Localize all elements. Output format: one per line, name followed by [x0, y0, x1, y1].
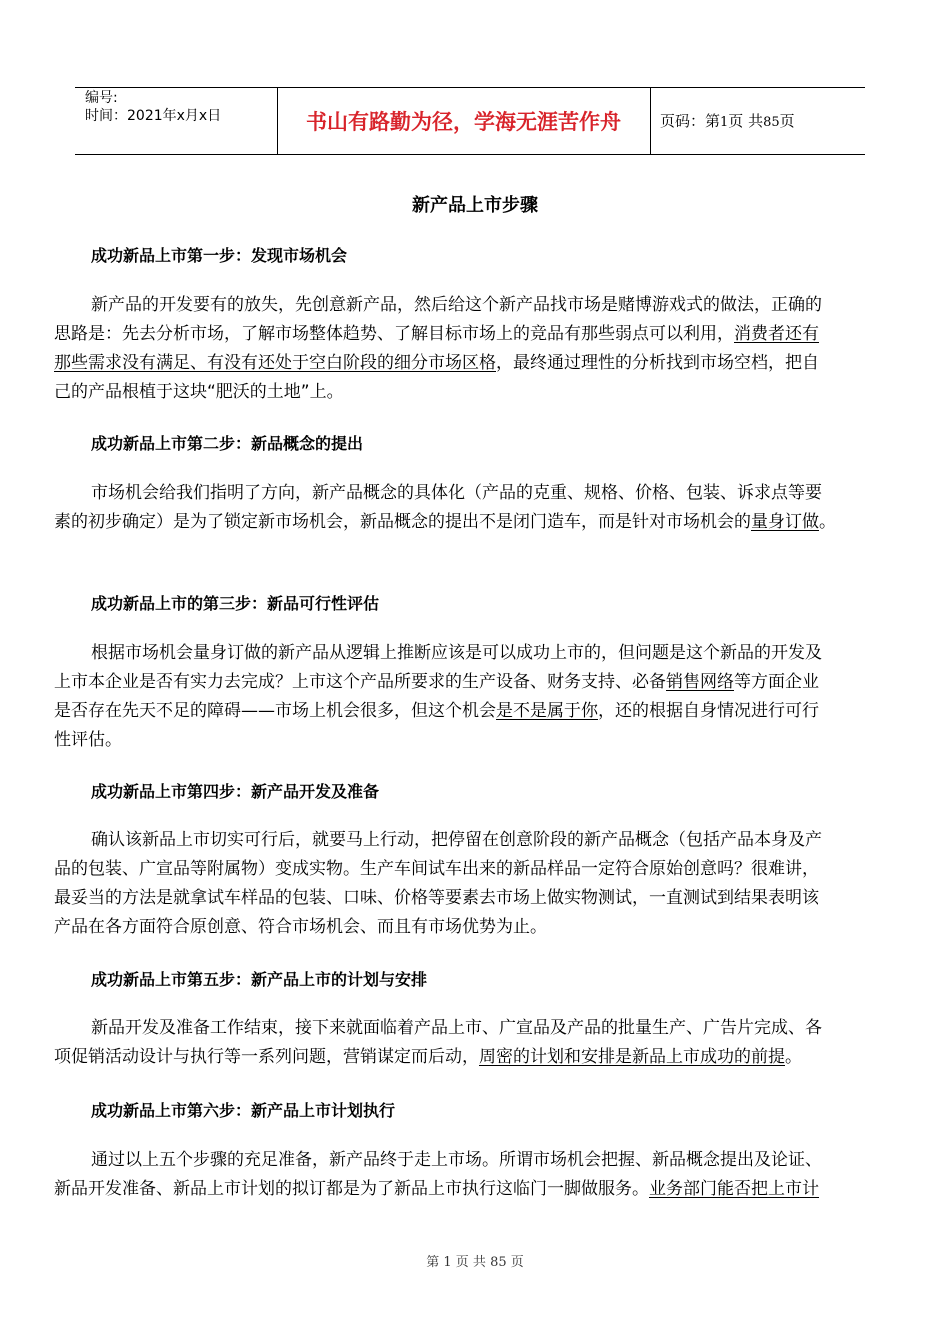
- s1-line-4: 己的产品根植于这块“肥沃的土地”上。: [54, 382, 344, 402]
- section-1-paragraph: [54, 291, 896, 407]
- footer-page-total: 85: [490, 1255, 507, 1270]
- header-page-prefix: 页码：第: [660, 112, 721, 130]
- section-2-paragraph: [54, 479, 896, 537]
- page-footer: [0, 1251, 950, 1270]
- footer-page-current: 1: [443, 1255, 452, 1270]
- header-page-current: 1: [720, 115, 729, 130]
- s5-line-2: 项促销活动设计与执行等一系列问题，营销谋定而后动，周密的计划和安排是新品上市成功的前提。: [54, 1047, 802, 1067]
- s1-line-2: 思路是：先去分析市场，了解市场整体趋势、了解目标市场上的竞品有那些弱点可以利用，消费者还有: [54, 324, 819, 344]
- header-page-mid: 页 共: [728, 112, 764, 130]
- section-5-heading: 成功新品上市第五步：新产品上市的计划与安排: [91, 970, 428, 989]
- s6-underlined-text: 业务部门能否把上市计: [649, 1179, 819, 1199]
- s5-underlined-text: 周密的计划和安排是新品上市成功的前提: [479, 1047, 785, 1067]
- header-page-total: 85: [763, 115, 780, 130]
- section-3-heading: 成功新品上市的第三步：新品可行性评估: [91, 594, 380, 613]
- section-3-paragraph: [54, 639, 896, 755]
- header-page-suffix: 页: [779, 112, 795, 130]
- section-6-paragraph: [54, 1146, 896, 1204]
- section-4-paragraph: [54, 826, 896, 942]
- header-top-rule: [75, 87, 865, 88]
- s3-line-2: 上市本企业是否有实力去完成？上市这个产品所要求的生产设备、财务支持、必备销售网络等方面企业: [54, 672, 819, 692]
- s3-underlined-text-2: 是不是属于你: [496, 701, 598, 721]
- s2-underlined-text: 量身订做: [751, 512, 819, 532]
- s6-line-2: 新品开发准备、新品上市计划的拟订都是为了新品上市执行这临门一脚做服务。业务部门能否把上市计: [54, 1179, 819, 1199]
- section-6-heading: 成功新品上市第六步：新产品上市计划执行: [91, 1101, 396, 1120]
- section-5-paragraph: [54, 1014, 896, 1072]
- s2-line-1: 市场机会给我们指明了方向，新产品概念的具体化（产品的克重、规格、价格、包装、诉求点等要: [91, 483, 822, 503]
- document-title: 新产品上市步骤: [412, 195, 538, 216]
- footer-prefix: 第: [426, 1255, 440, 1270]
- section-2-heading: 成功新品上市第二步：新品概念的提出: [91, 434, 364, 453]
- s6-line-1: 通过以上五个步骤的充足准备，新产品终于走上市场。所谓市场机会把握、新品概念提出及论证、: [91, 1150, 822, 1170]
- header-divider-right: [650, 87, 651, 154]
- s4-line-1: 确认该新品上市切实可行后，就要马上行动，把停留在创意阶段的新产品概念（包括产品本身及产: [91, 830, 822, 850]
- serial-label: 编号:: [85, 90, 118, 106]
- s5-line-1: 新品开发及准备工作结束，接下来就面临着产品上市、广宣品及产品的批量生产、广告片完成、各: [91, 1018, 822, 1038]
- s4-line-2: 品的包装、广宣品等附属物）变成实物。生产车间试车出来的新品样品一定符合原始创意吗？很难讲，: [54, 859, 819, 879]
- header-motto: 书山有路勤为径，学海无涯苦作舟: [306, 109, 621, 134]
- time-label: 时间：2021年x月x日: [85, 108, 222, 124]
- s1-underlined-text-1: 消费者还有: [734, 324, 819, 344]
- header-meta: [85, 89, 221, 125]
- s3-line-4: 性评估。: [54, 730, 122, 750]
- s4-line-4: 产品在各方面符合原创意、符合市场机会、而且有市场优势为止。: [54, 917, 547, 937]
- header-bottom-rule: [75, 154, 865, 155]
- s1-line-1: 新产品的开发要有的放失，先创意新产品，然后给这个新产品找市场是赌博游戏式的做法，正确的: [91, 295, 822, 315]
- s3-underlined-text-1: 销售网络: [666, 672, 734, 692]
- section-1-heading: 成功新品上市第一步：发现市场机会: [91, 246, 348, 265]
- header-page-info: [660, 110, 795, 131]
- s3-line-3: 是否存在先天不足的障碍——市场上机会很多，但这个机会是不是属于你，还的根据自身情况进行可行: [54, 701, 819, 721]
- footer-suffix: 页: [510, 1255, 524, 1270]
- s3-line-1: 根据市场机会量身订做的新产品从逻辑上推断应该是可以成功上市的，但问题是这个新品的开发及: [91, 643, 822, 663]
- section-4-heading: 成功新品上市第四步：新产品开发及准备: [91, 782, 380, 801]
- s4-line-3: 最妥当的方法是就拿试车样品的包装、口味、价格等要素去市场上做实物测试，一直测试到结果表明该: [54, 888, 819, 908]
- s2-line-2: 素的初步确定）是为了锁定新市场机会，新品概念的提出不是闭门造车，而是针对市场机会的量身订做。: [54, 512, 836, 532]
- footer-mid: 页 共: [455, 1255, 486, 1270]
- s1-underlined-text-2: 那些需求没有满足、有没有还处于空白阶段的细分市场区格: [54, 353, 496, 373]
- s1-line-3: 那些需求没有满足、有没有还处于空白阶段的细分市场区格，最终通过理性的分析找到市场空档，把自: [54, 353, 819, 373]
